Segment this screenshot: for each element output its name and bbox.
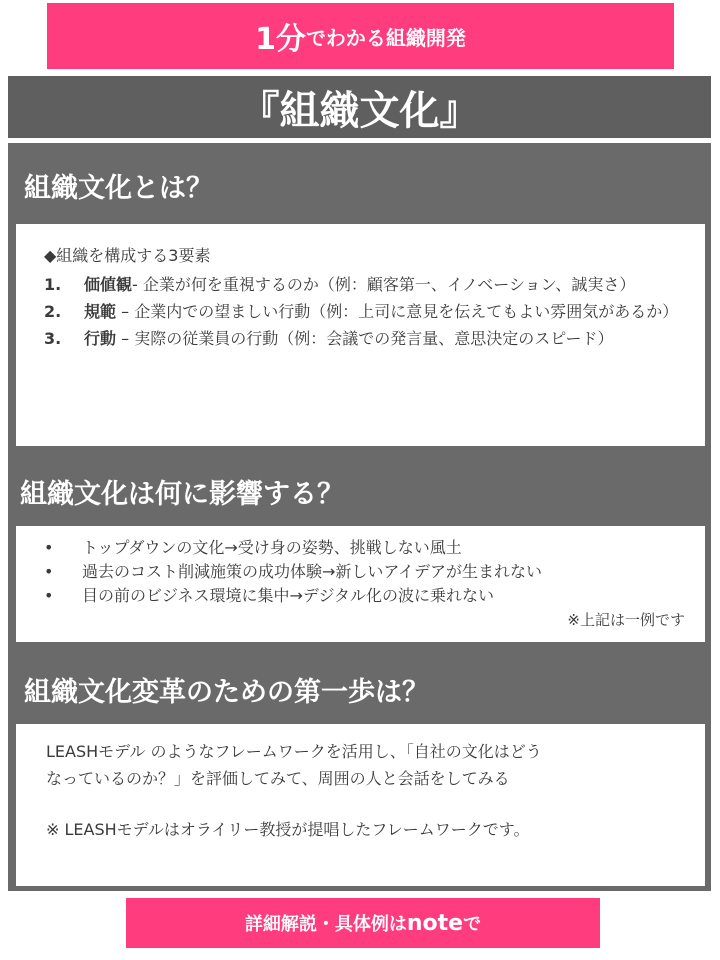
item-term: 価値観: [84, 275, 133, 294]
top-banner-number: 1分: [255, 22, 306, 57]
section1-panel: [16, 224, 705, 446]
item-term: 規範: [84, 302, 117, 321]
item-text: – 企業内での望ましい行動（例：上司に意見を伝えてもよい雰囲気があるか）: [116, 302, 679, 321]
list-item: [44, 325, 685, 352]
section3-text-line1: LEASHモデル のようなフレームワークを活用し、「自社の文化はどう: [46, 742, 542, 761]
item-term: 行動: [84, 329, 117, 348]
list-item: [44, 271, 685, 298]
list-item: [44, 536, 685, 560]
page-title: 『組織文化』: [8, 76, 711, 138]
section2-heading: 組織文化は何に影響する？: [20, 479, 344, 510]
top-banner-text: でわかる組織開発: [305, 25, 466, 50]
item-number: 3.: [44, 329, 62, 348]
section3-note: ※ LEASHモデルはオライリー教授が提唱したフレームワークです。: [46, 820, 530, 839]
section3-text-line2: なっているのか？」を評価してみて、周囲の人と会話をしてみる: [46, 769, 510, 788]
note-link-banner[interactable]: [126, 898, 600, 948]
list-item: [44, 584, 685, 608]
bullet-icon: •: [44, 562, 54, 581]
item-number: 2.: [44, 302, 62, 321]
example-note: ※上記は一例です: [567, 611, 685, 629]
list-item: [44, 298, 685, 325]
bullet-icon: •: [44, 586, 54, 605]
bottom-banner-text2: で: [463, 914, 482, 935]
list-item: [44, 560, 685, 584]
section3-panel: [16, 724, 705, 886]
item-text: – 実際の従業員の行動（例：会議での発言量、意思決定のスピード）: [116, 329, 614, 348]
section2-panel: [16, 526, 705, 642]
section1-intro: ◆組織を構成する3要素: [44, 246, 211, 265]
bullet-text: 目の前のビジネス環境に集中→デジタル化の波に乗れない: [82, 586, 494, 605]
top-banner: [47, 3, 674, 69]
bottom-banner-text1: 詳細解説・具体例は: [244, 914, 407, 935]
bottom-banner-note: note: [406, 910, 464, 936]
bullet-icon: •: [44, 538, 54, 557]
section3-heading: 組織文化変革のための第一歩は？: [24, 677, 429, 708]
section1-heading: 組織文化とは？: [24, 173, 213, 204]
bullet-text: 過去のコスト削減施策の成功体験→新しいアイデアが生まれない: [82, 562, 542, 581]
bullet-text: トップダウンの文化→受け身の姿勢、挑戦しない風土: [82, 538, 462, 557]
item-number: 1.: [44, 275, 62, 294]
item-text: - 企業が何を重視するのか（例：顧客第一、イノベーション、誠実さ）: [132, 275, 636, 294]
